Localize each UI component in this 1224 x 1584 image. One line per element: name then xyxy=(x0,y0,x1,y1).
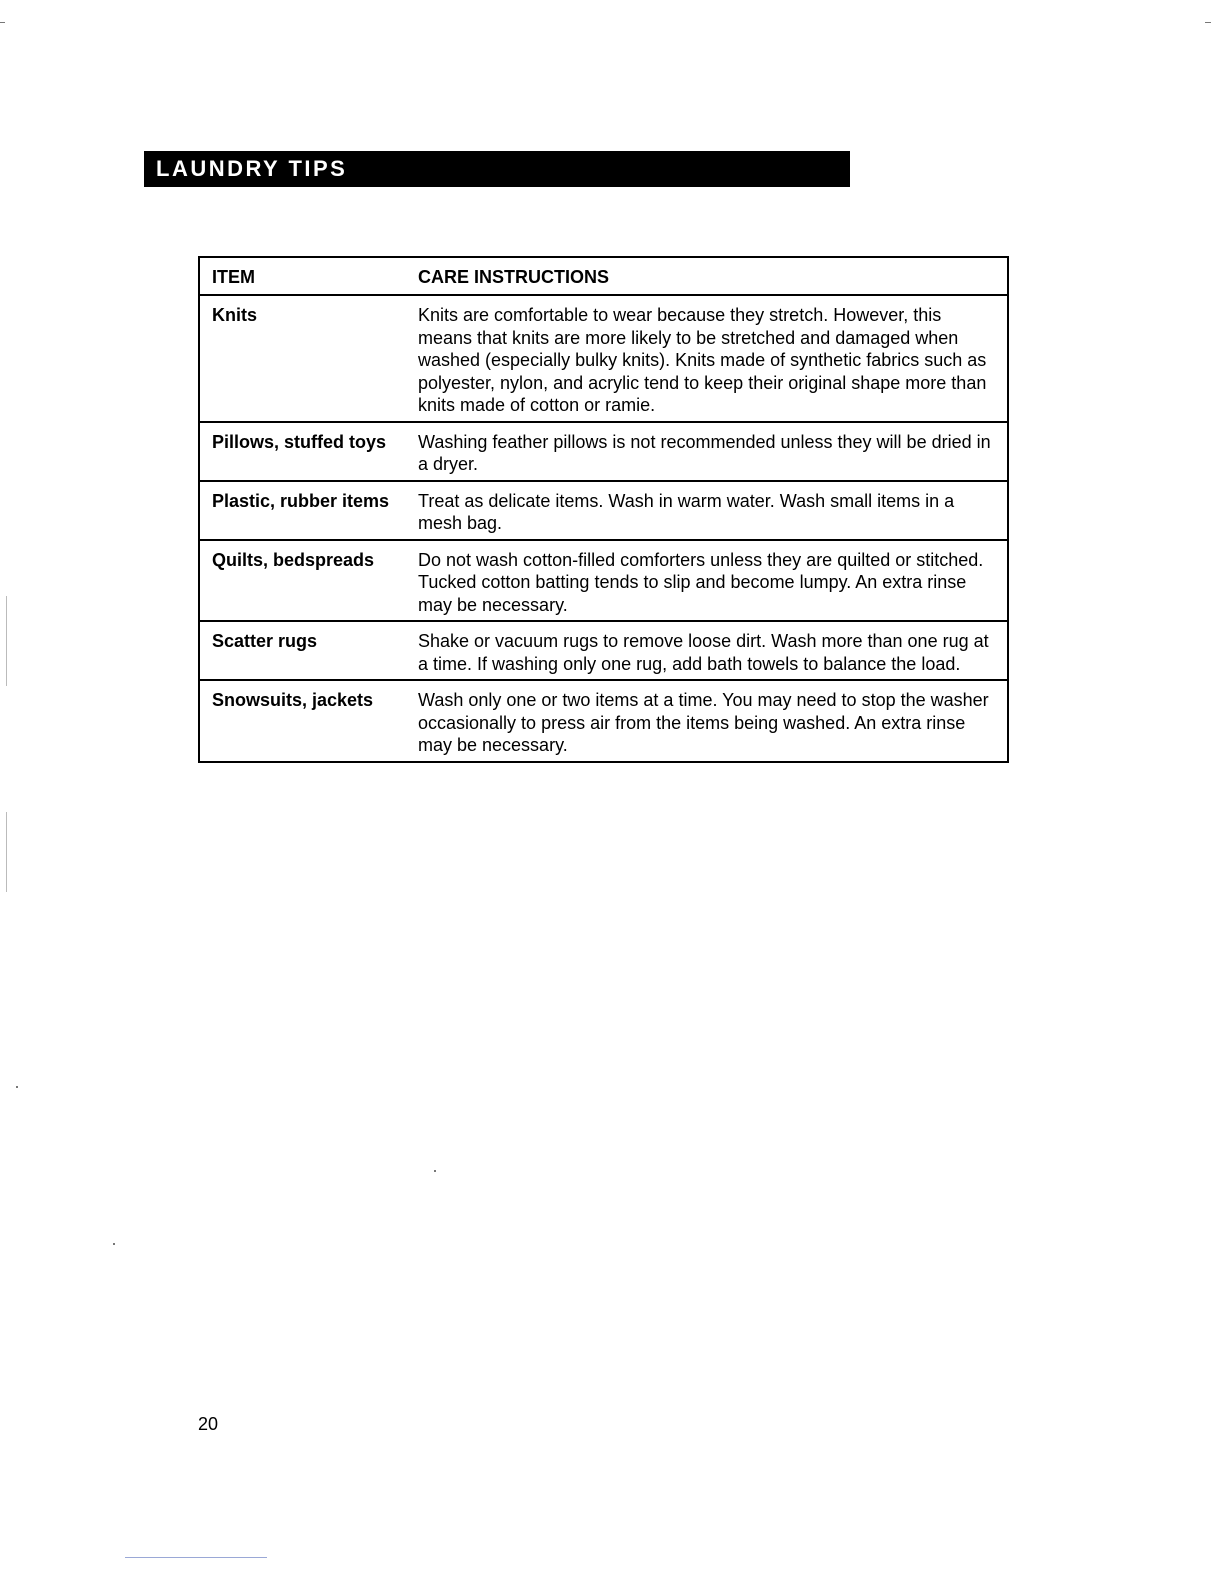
laundry-care-table xyxy=(198,256,1009,763)
item-cell: Pillows, stuffed toys xyxy=(199,422,418,481)
scan-speck xyxy=(0,22,5,23)
table-row xyxy=(199,481,1008,540)
table-row xyxy=(199,540,1008,622)
item-cell: Snowsuits, jackets xyxy=(212,690,374,710)
table-row xyxy=(199,422,1008,481)
item-cell: Knits xyxy=(199,295,418,422)
scan-speck xyxy=(1205,22,1211,23)
page-number: 20 xyxy=(198,1414,219,1434)
scan-speck xyxy=(6,812,7,892)
scan-speck xyxy=(6,596,7,686)
care-cell: Wash only one or two items at a time. You may need to stop the washer occasionally to press air from the items being washed. An extra rinse may be necessary. xyxy=(418,690,989,755)
column-header-item: ITEM xyxy=(199,257,418,295)
table-row xyxy=(199,295,1008,422)
item-cell: Quilts, bedspreads xyxy=(199,540,418,622)
table-row xyxy=(199,621,1008,680)
column-header-care-instructions: CARE INSTRUCTIONS xyxy=(418,257,1008,295)
scan-speck xyxy=(434,1170,436,1172)
item-cell: Plastic, rubber items xyxy=(199,481,418,540)
section-header-banner xyxy=(144,151,850,187)
scan-speck xyxy=(16,1086,18,1088)
table-row xyxy=(199,680,1008,762)
care-cell: Shake or vacuum rugs to remove loose dirt. Wash more than one rug at a time. If washing only one rug, add bath towels to balance the load. xyxy=(418,621,1008,680)
scan-speck xyxy=(113,1243,115,1245)
section-title: LAUNDRY TIPS xyxy=(156,156,348,181)
care-cell: Treat as delicate items. Wash in warm water. Wash small items in a mesh bag. xyxy=(418,481,1008,540)
footer-rule xyxy=(125,1557,267,1558)
care-cell: Knits are comfortable to wear because they stretch. However, this means that knits are more likely to be stretched and damaged when washed (especially bulky knits). Knits made of synthetic fabrics such as polyester, nylon, and acrylic tend to keep their original shape more than knits made of cotton or ramie. xyxy=(418,295,1008,422)
table-header-row xyxy=(199,257,1008,295)
care-cell: Do not wash cotton-filled comforters unless they are quilted or stitched. Tucked cotton batting tends to slip and become lumpy. An extra rinse may be necessary. xyxy=(418,540,1008,622)
item-cell: Scatter rugs xyxy=(199,621,418,680)
care-cell: Washing feather pillows is not recommended unless they will be dried in a dryer. xyxy=(418,422,1008,481)
